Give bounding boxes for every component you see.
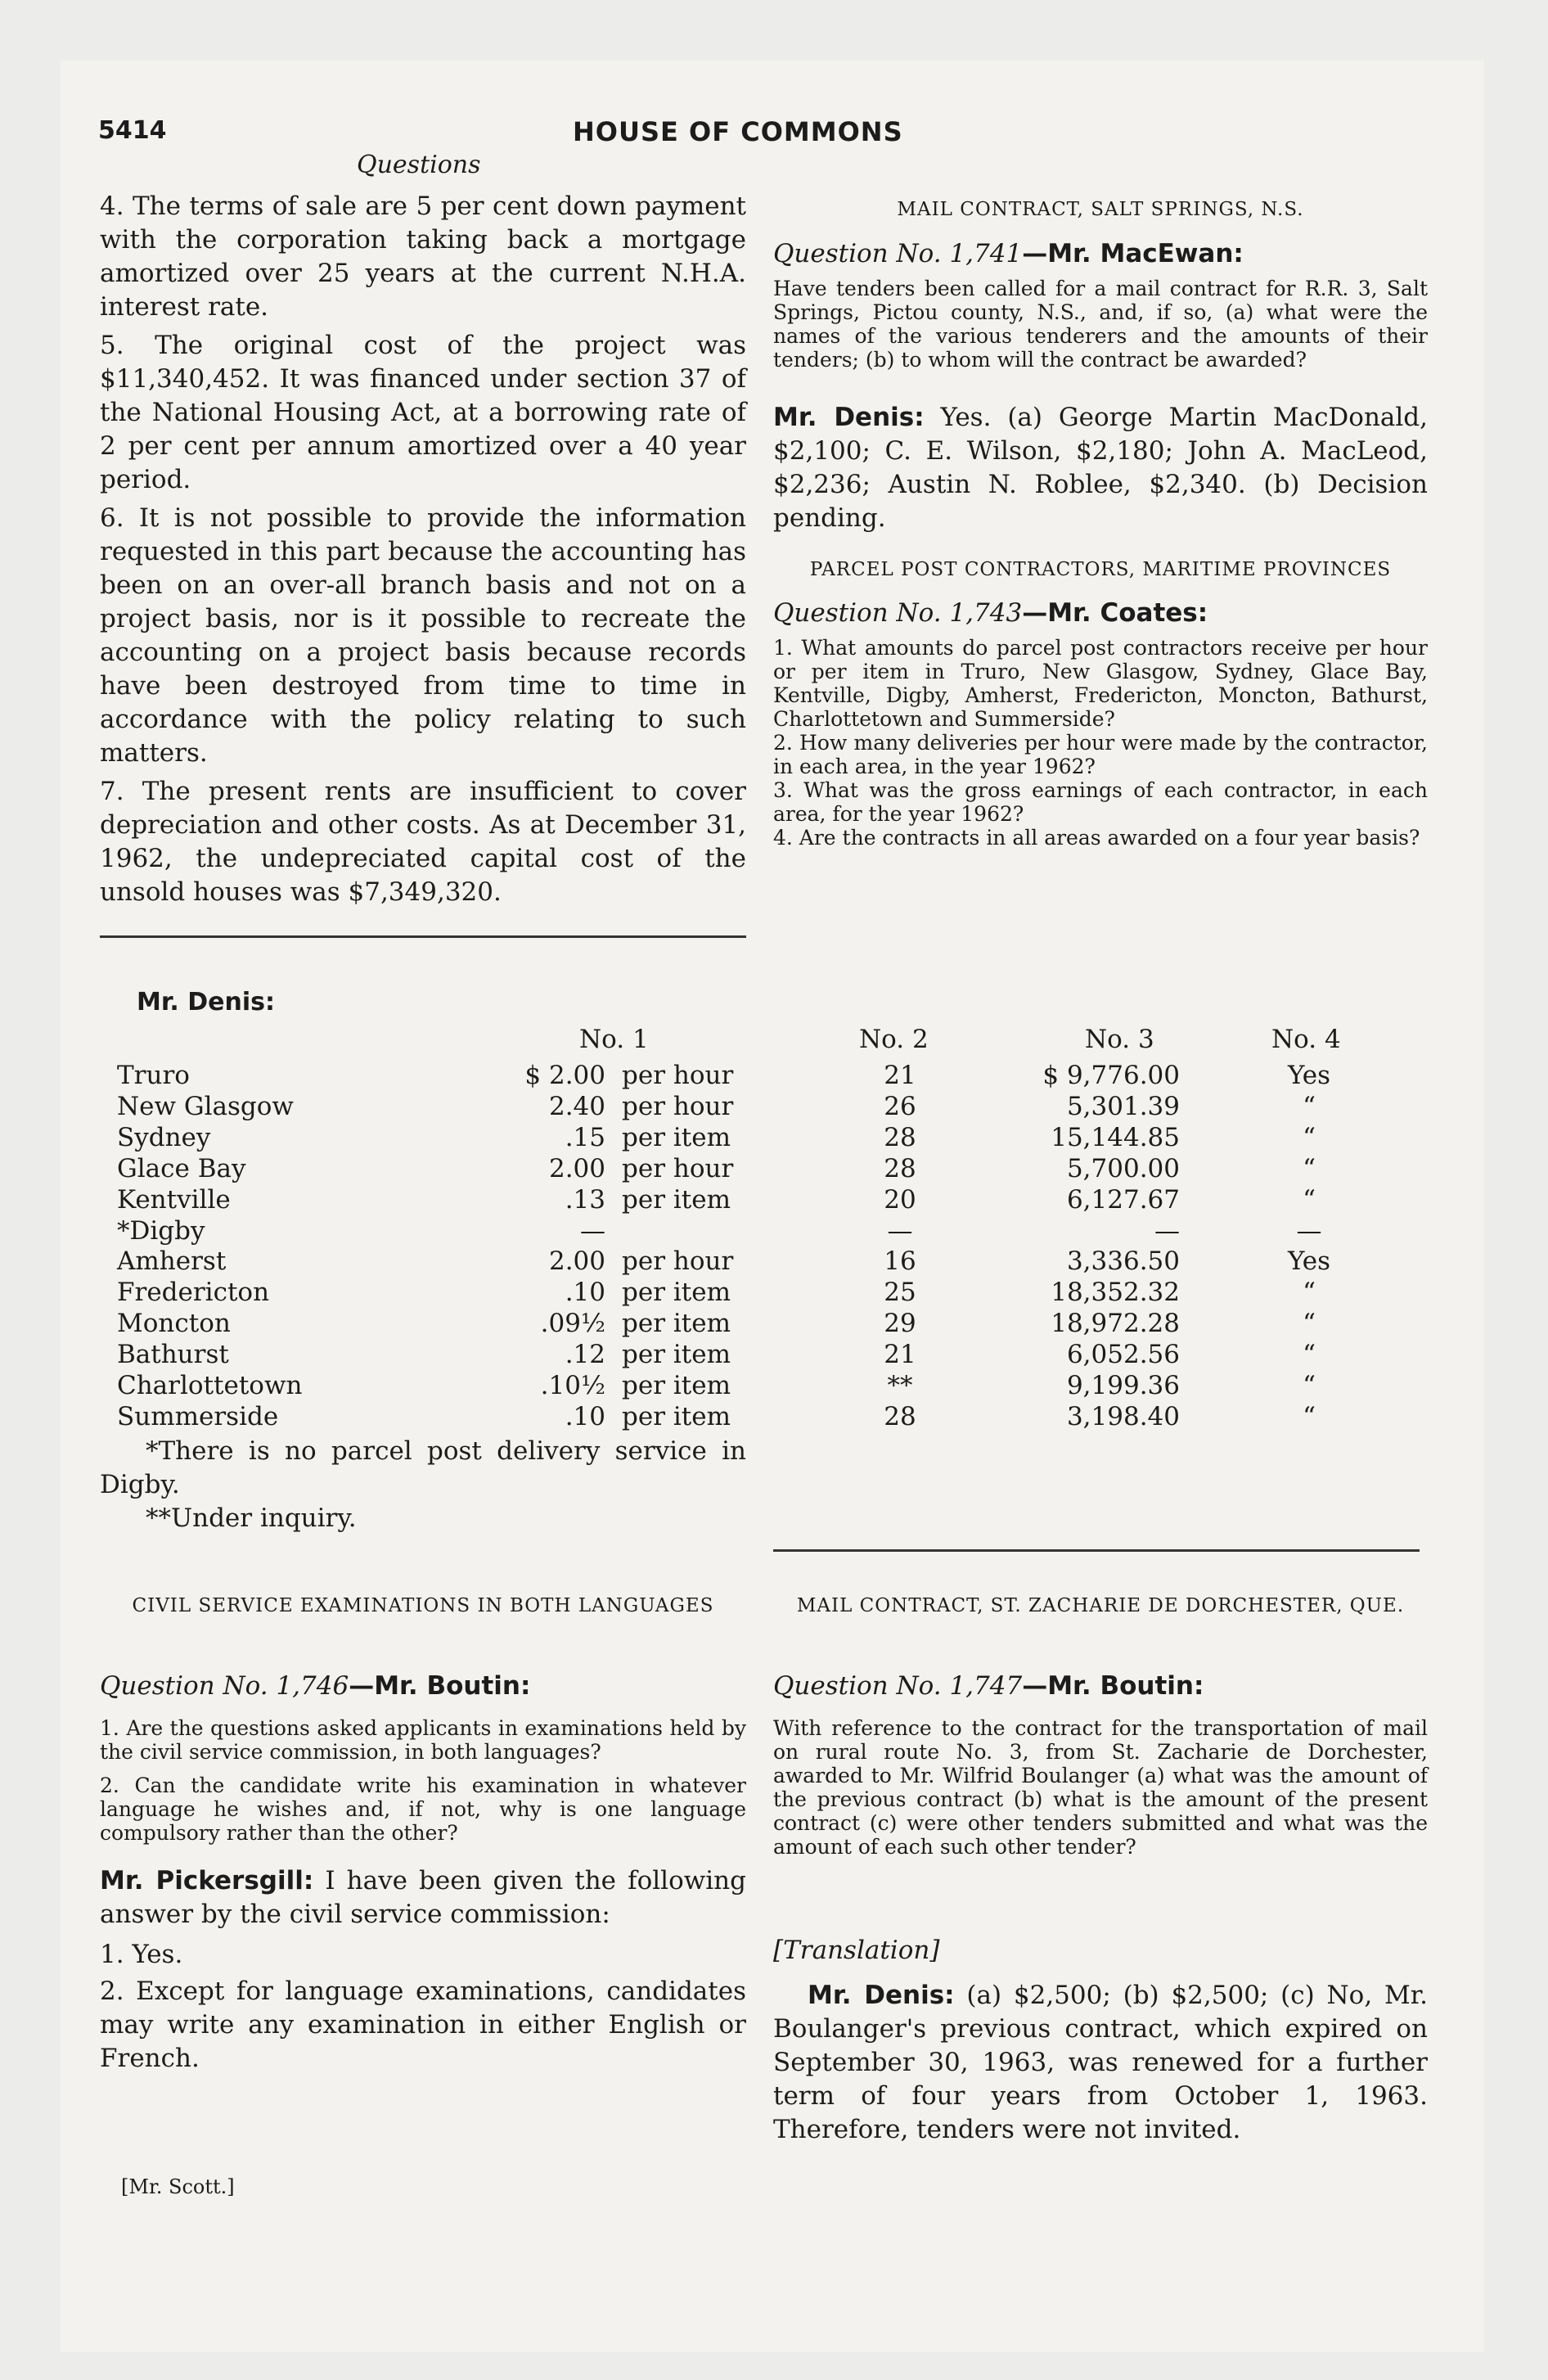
answer-text: (a) $2,500; (b) $2,500; (c) No, Mr. Boulanger's previous contract, which expired on September 30, 1963, was renewed for a further term of four years from October 1, 1963. Therefore, tenders were not invited. — [773, 1981, 1429, 2144]
cell-unit: per item — [622, 1401, 731, 1431]
cell-place: Glace Bay — [117, 1153, 246, 1183]
cell-deliveries: 26 — [884, 1091, 916, 1121]
cell-deliveries: 25 — [884, 1278, 916, 1308]
parcel-q1: 1. What amounts do parcel post contractors receive per hour or per item in Truro, New Glasgow, Sydney, Glace Bay, Kentville, Digby, Amherst, Fredericton, Moncton, Bathurst, Charlottetown and Summerside? — [773, 636, 1428, 731]
left-answers — [100, 190, 746, 909]
cell-place: Amherst — [117, 1246, 227, 1277]
question-text-1747: With reference to the contract for the transportation of mail on rural route No. 3, from St. Zacharie de Dorchester, awarded to Mr. Wilfrid Boulanger (a) what was the amount of the previous contract (b) what is the amount of the present contract (c) were other tenders submitted and what was the amount of each such other tender? — [773, 1716, 1428, 1859]
cell-unit: per hour — [622, 1246, 734, 1277]
cell-place: Kentville — [117, 1184, 231, 1215]
parcel-questions — [773, 636, 1428, 850]
answer-text: I have been given the following answer by the civil service commission: — [100, 1866, 746, 1929]
col-header-1: No. 1 — [579, 1025, 649, 1054]
cell-four-year: “ — [1303, 1184, 1316, 1215]
cell-unit: per item — [622, 1340, 731, 1370]
cell-earnings: — — [1154, 1215, 1180, 1246]
cell-four-year: “ — [1303, 1091, 1316, 1121]
questions-heading: Questions — [357, 151, 481, 179]
cell-place: Charlottetown — [117, 1371, 303, 1400]
cell-rate: 2.00 — [548, 1246, 605, 1277]
cell-deliveries: 28 — [884, 1401, 916, 1431]
note-digby: *There is no parcel post delivery service in Digby. — [100, 1436, 746, 1499]
cell-earnings: 5,301.39 — [1066, 1091, 1180, 1121]
cell-four-year: Yes — [1287, 1061, 1331, 1090]
cell-rate: 2.00 — [548, 1153, 605, 1183]
table-notes — [100, 1435, 746, 1535]
cell-deliveries: 29 — [884, 1309, 916, 1339]
cell-earnings: 15,144.85 — [1051, 1122, 1180, 1152]
page-title: HOUSE OF COMMONS — [573, 116, 903, 147]
cell-four-year: “ — [1303, 1309, 1316, 1339]
cell-earnings: 3,198.40 — [1066, 1401, 1180, 1431]
question-text-1741: Have tenders been called for a mail contract for R.R. 3, Salt Springs, Pictou county, N.S., and, if so, (a) what were the names of the various tenderers and the amounts of their tenders; (b) to whom will the contract be awarded? — [773, 277, 1428, 372]
parcel-q2: 2. How many deliveries per hour were made by the contractor, in each area, in the year 1962? — [773, 731, 1428, 778]
cell-deliveries: 21 — [884, 1340, 916, 1370]
cell-rate: 2.40 — [548, 1091, 605, 1121]
table-speaker: Mr. Denis: — [137, 988, 275, 1016]
parcel-q3: 3. What was the gross earnings of each contractor, in each area, for the year 1962? — [773, 778, 1428, 826]
section-heading-civil-service: CIVIL SERVICE EXAMINATIONS IN BOTH LANGUAGES — [132, 1595, 714, 1616]
question-1741 — [773, 239, 1428, 268]
civil-questions — [100, 1716, 746, 1845]
cell-place: Summerside — [117, 1401, 279, 1431]
question-label: Question No. 1,743 — [773, 598, 1023, 628]
cell-four-year: “ — [1303, 1278, 1316, 1308]
cell-four-year: “ — [1303, 1340, 1316, 1370]
answer-5: 5. The original cost of the project was $11,340,452. It was financed under section 37 of the National Housing Act, at a borrowing rate of 2 per cent per annum amortized over a 40 year period. — [100, 331, 746, 494]
divider-left — [100, 935, 746, 938]
cell-four-year: “ — [1303, 1153, 1316, 1183]
asker: —Mr. Boutin: — [1022, 1671, 1204, 1701]
col-header-4: No. 4 — [1271, 1025, 1341, 1054]
cell-earnings: 5,700.00 — [1066, 1153, 1180, 1183]
question-1746 — [100, 1671, 746, 1701]
cell-place: New Glasgow — [117, 1091, 294, 1121]
col-header-2: No. 2 — [859, 1025, 929, 1054]
cell-unit: per hour — [622, 1153, 734, 1183]
civil-q1: 1. Are the questions asked applicants in examinations held by the civil service commission, in both languages? — [100, 1716, 746, 1764]
speaker: Mr. Denis: — [808, 1981, 955, 2010]
cell-four-year: — — [1296, 1215, 1322, 1246]
cell-four-year: Yes — [1287, 1246, 1331, 1277]
translation-label: [Translation] — [773, 1936, 940, 1965]
cell-deliveries: 20 — [884, 1184, 916, 1215]
cell-earnings: 18,972.28 — [1051, 1309, 1180, 1339]
cell-rate: .10 — [565, 1278, 605, 1308]
cell-rate: $ 2.00 — [524, 1061, 605, 1090]
cell-earnings: 18,352.32 — [1051, 1278, 1180, 1308]
note-inquiry: **Under inquiry. — [146, 1503, 357, 1533]
cell-rate: .09½ — [540, 1309, 605, 1339]
cell-unit: per item — [622, 1278, 731, 1308]
cell-unit: per item — [622, 1122, 731, 1152]
cell-deliveries: 16 — [884, 1246, 916, 1277]
section-heading-salt-springs: MAIL CONTRACT, SALT SPRINGS, N.S. — [897, 199, 1304, 220]
asker: —Mr. Coates: — [1022, 598, 1208, 628]
cell-deliveries: 28 — [884, 1153, 916, 1183]
cell-place: Moncton — [117, 1309, 231, 1339]
cell-place: Fredericton — [117, 1278, 270, 1308]
cell-rate: .13 — [565, 1184, 605, 1215]
cell-earnings: 6,127.67 — [1066, 1184, 1180, 1215]
answer-4: 4. The terms of sale are 5 per cent down payment with the corporation taking back a mortgage amortized over 25 years at the current N.H.A. interest rate. — [100, 192, 746, 322]
divider-right — [773, 1549, 1420, 1552]
cell-rate: — — [580, 1215, 605, 1246]
question-1747 — [773, 1671, 1428, 1701]
cell-place: Truro — [117, 1061, 190, 1090]
cell-rate: .10½ — [540, 1371, 605, 1400]
cell-deliveries: — — [887, 1215, 913, 1246]
answer-1741 — [773, 401, 1428, 535]
cell-deliveries: 28 — [884, 1122, 916, 1152]
asker: —Mr. Boutin: — [349, 1671, 531, 1701]
question-1743 — [773, 598, 1428, 628]
cell-unit: per hour — [622, 1091, 734, 1121]
cell-rate: .12 — [565, 1340, 605, 1370]
cell-rate: .10 — [565, 1401, 605, 1431]
asker: —Mr. MacEwan: — [1022, 239, 1244, 268]
cell-earnings: 6,052.56 — [1066, 1340, 1180, 1370]
cell-earnings: $ 9,776.00 — [1042, 1061, 1180, 1090]
cell-four-year: “ — [1303, 1401, 1316, 1431]
answer-7: 7. The present rents are insufficient to cover depreciation and other costs. As at December 31, 1962, the undepreciated capital cost of the unsold houses was $7,349,320. — [100, 777, 746, 907]
speaker: Mr. Denis: — [773, 403, 925, 432]
answer-6: 6. It is not possible to provide the information requested in this part because the accounting has been on an over-all branch basis and not on a project basis, nor is it possible to recreate the accounting on a project basis because records have been destroyed from time to time in accordance with the policy relating to such matters. — [100, 503, 746, 768]
answer-1747 — [773, 1979, 1428, 2147]
question-label: Question No. 1,746 — [100, 1671, 349, 1701]
cell-four-year: “ — [1303, 1122, 1316, 1152]
civil-q2: 2. Can the candidate write his examination in whatever language he wishes and, if not, why is one language compulsory rather than the other? — [100, 1774, 746, 1845]
section-heading-st-zacharie: MAIL CONTRACT, ST. ZACHARIE DE DORCHESTER, QUE. — [796, 1595, 1405, 1616]
question-label: Question No. 1,747 — [773, 1671, 1023, 1701]
civil-answer — [100, 1864, 746, 2076]
civil-a2: 2. Except for language examinations, candidates may write any examination in either English or French. — [100, 1977, 746, 2073]
cell-deliveries: 21 — [884, 1061, 916, 1090]
section-heading-parcel-post: PARCEL POST CONTRACTORS, MARITIME PROVINCES — [809, 559, 1392, 580]
cell-deliveries: ** — [887, 1371, 913, 1400]
cell-unit: per item — [622, 1371, 731, 1400]
col-header-3: No. 3 — [1085, 1025, 1154, 1054]
cell-earnings: 3,336.50 — [1066, 1246, 1180, 1277]
cell-unit: per hour — [622, 1061, 734, 1090]
parcel-q4: 4. Are the contracts in all areas awarded on a four year basis? — [773, 826, 1420, 850]
cell-place: Sydney — [117, 1122, 211, 1152]
cell-place: Bathurst — [117, 1340, 229, 1370]
speaker: Mr. Pickersgill: — [100, 1866, 314, 1895]
civil-a1: 1. Yes. — [100, 1940, 183, 1969]
page-footer: [Mr. Scott.] — [121, 2175, 235, 2198]
cell-unit: per item — [622, 1184, 731, 1215]
cell-place: *Digby — [117, 1215, 205, 1246]
question-label: Question No. 1,741 — [773, 239, 1023, 268]
page-number: 5414 — [98, 116, 167, 145]
answer-text: Yes. (a) George Martin MacDonald, $2,100; C. E. Wilson, $2,180; John A. MacLeod, $2,236; Austin N. Roblee, $2,340. (b) Decision pending. — [773, 403, 1429, 533]
cell-rate: .15 — [565, 1122, 605, 1152]
cell-unit: per item — [622, 1309, 731, 1339]
cell-four-year: “ — [1303, 1371, 1316, 1400]
cell-earnings: 9,199.36 — [1066, 1371, 1180, 1400]
